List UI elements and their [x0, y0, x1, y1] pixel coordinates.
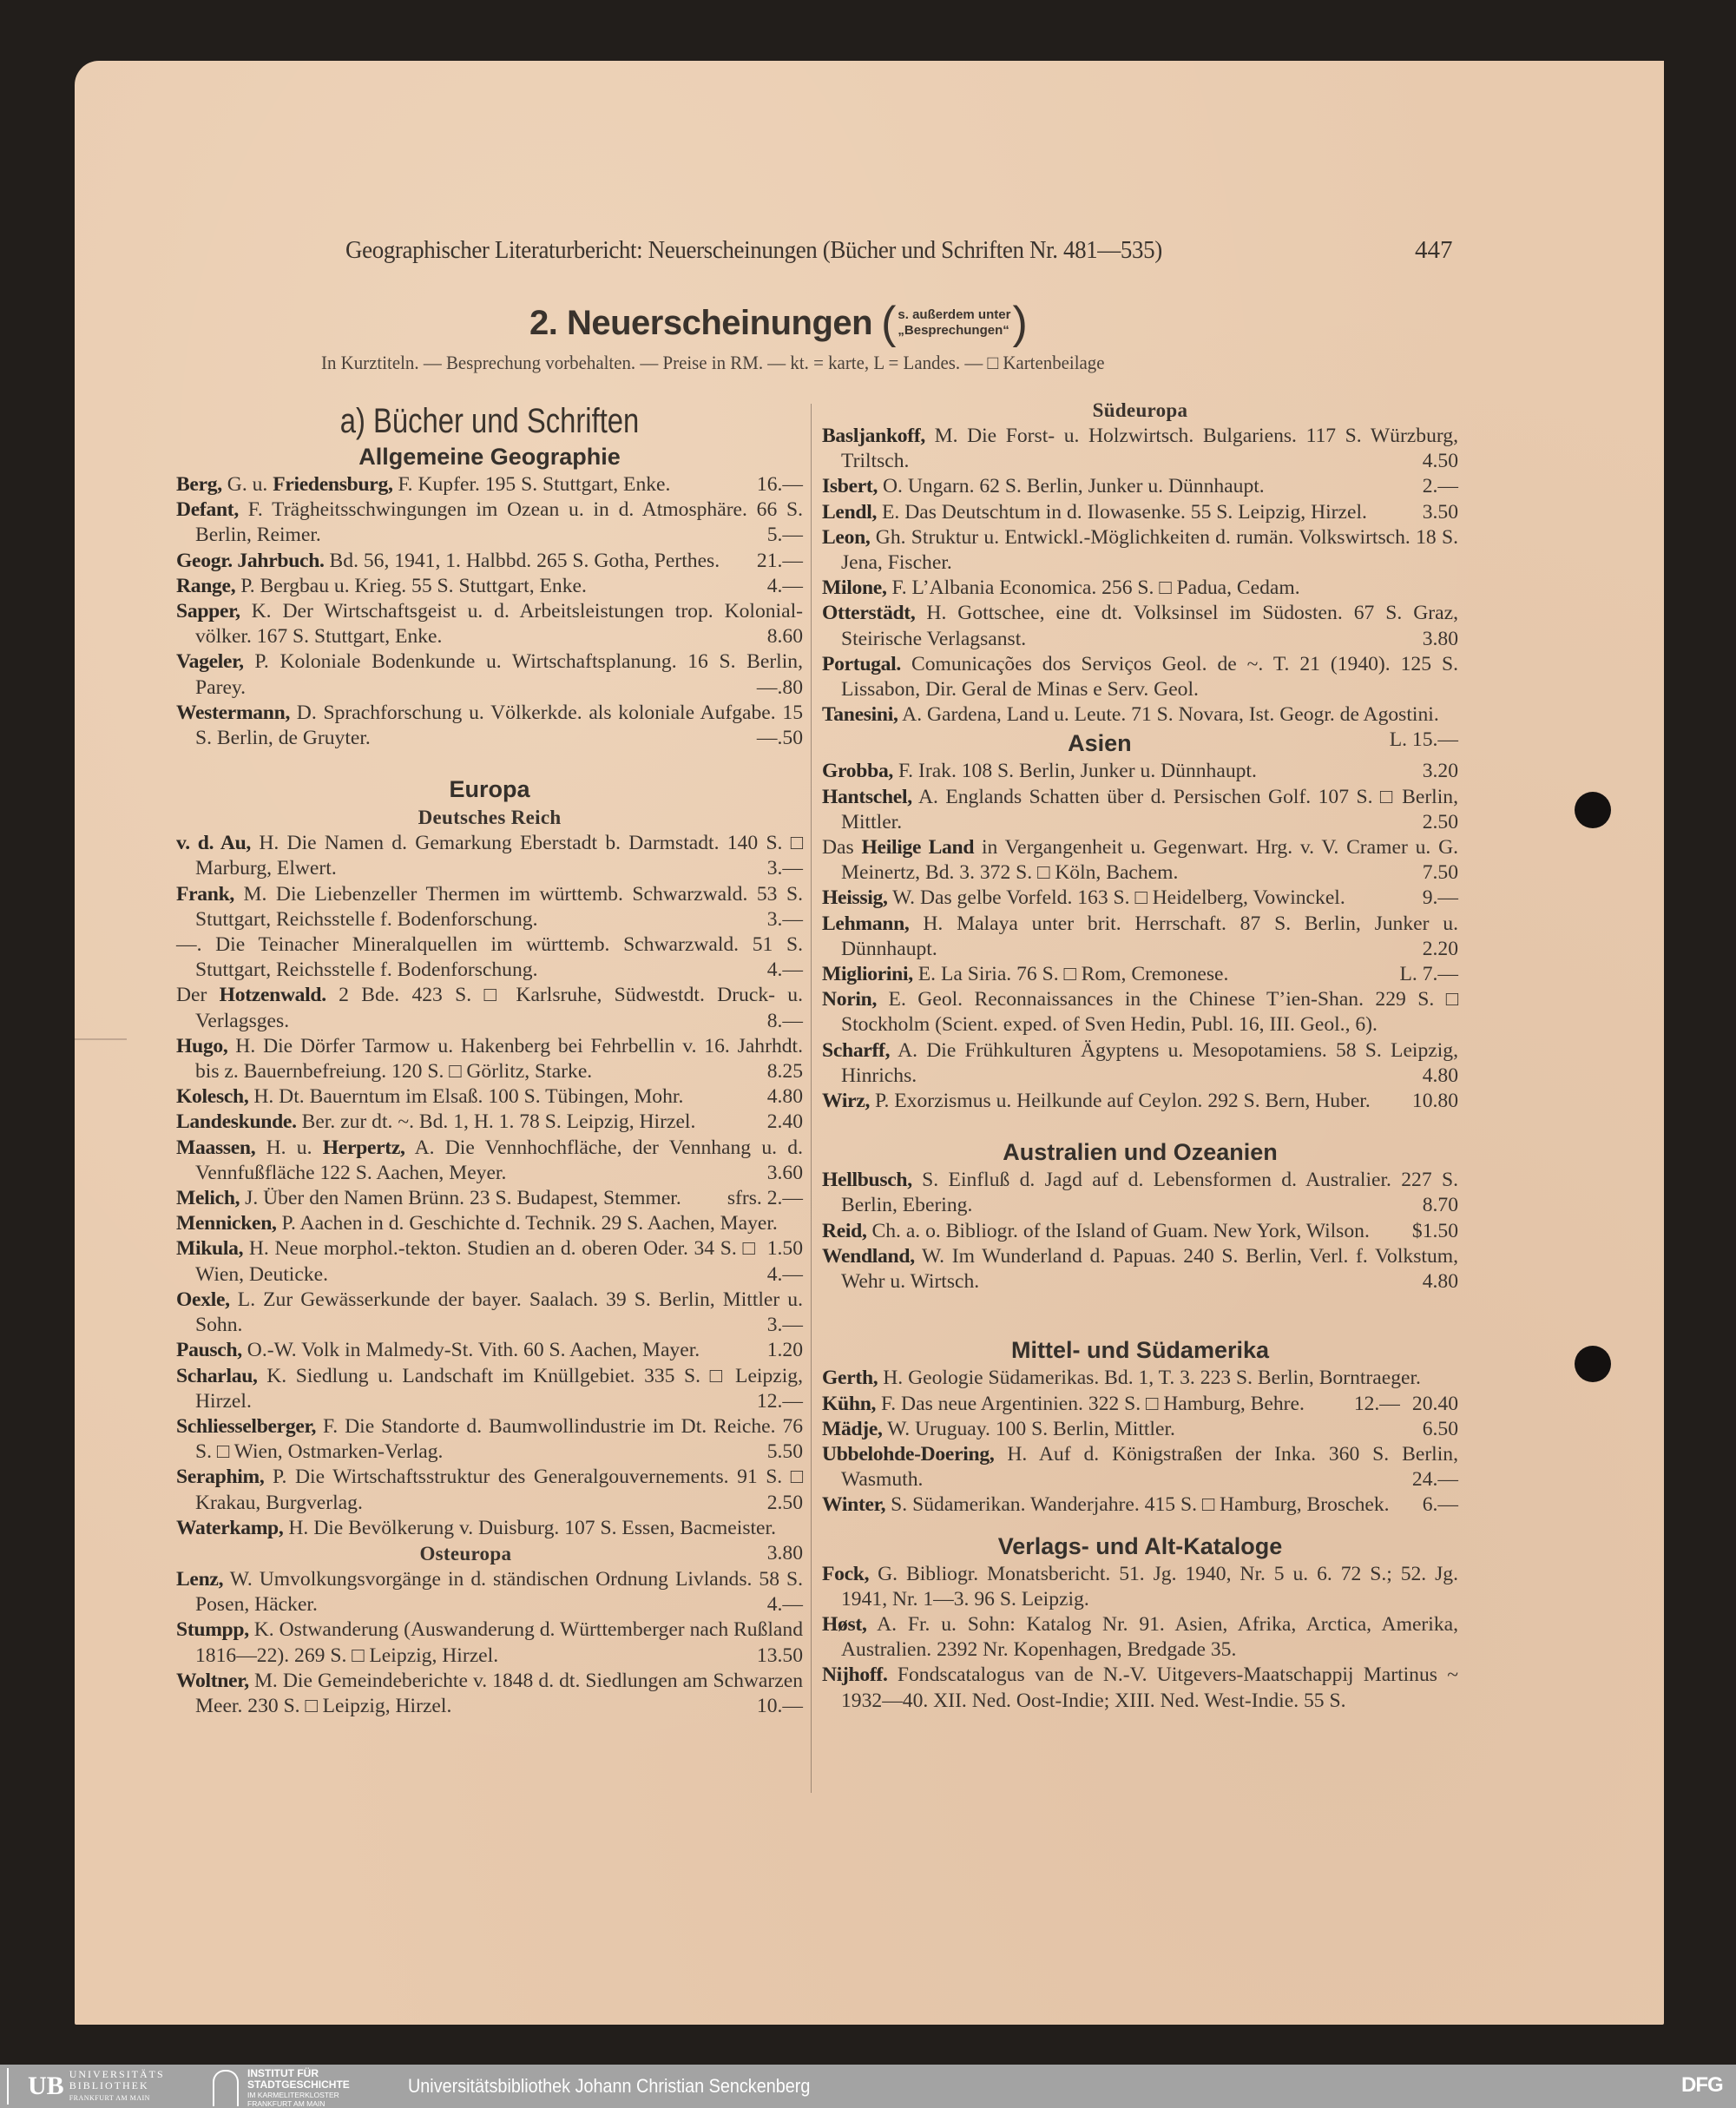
entry-author: Landeskunde. [176, 1110, 297, 1134]
entry-text: in Vergangenheit u. Gegenwart. Hrg. v. V. Cramer u. G. Meinertz, Bd. 3. 372 S. □ Köln, Bachem. [841, 836, 1459, 885]
entry-price: 4.— [766, 1593, 803, 1617]
entry-price: 1.20 [766, 1339, 803, 1362]
bibliography-entry [176, 497, 803, 548]
bibliography-entry [822, 987, 1458, 1038]
bibliography-entry [176, 599, 803, 649]
entry-price: 24.— [1411, 1468, 1458, 1492]
entry-author: Ubbelohde-Doering, [822, 1442, 995, 1466]
entry-text: H. Die Dörfer Tarmow u. Hakenberg bei Fehrbellin v. 16. Jahrhdt. bis z. Bauernbefreiung. 120 S. □ Görlitz, Starke. [195, 1034, 803, 1084]
entry-price: 8.25 [766, 1060, 803, 1084]
entry-price: 3.80 [1422, 627, 1458, 650]
entry-author: Maassen, [176, 1136, 256, 1159]
bibliography-entry [176, 472, 803, 497]
subsection-heading: Osteuropa [419, 1542, 512, 1565]
dfg-logo: DFG [1681, 2073, 1723, 2097]
entry-author: Gerth, [822, 1367, 878, 1390]
entry-price: 3.— [766, 907, 803, 931]
library-name: Universitätsbibliothek Johann Christian Senckenberg [408, 2075, 811, 2097]
entry-author: Heilige Land [861, 836, 975, 860]
section-heading: Verlags- und Alt-Kataloge [997, 1532, 1283, 1559]
bibliography-entry [822, 1168, 1458, 1218]
section-heading: Asien [1068, 730, 1132, 757]
entry-author: Lehmann, [822, 912, 910, 935]
section-subtitle: In Kurztiteln. — Besprechung vorbehalten. — Preise in RM. — kt. = karte, L = Landes. — □ Kartenbeilage [321, 352, 1105, 373]
entry-text: E. Das Deutschtum in d. Ilowasenke. 55 S. Leipzig, Hirzel. [877, 500, 1367, 524]
bibliography-entry [822, 1392, 1458, 1417]
entry-author: Oexle, [176, 1288, 230, 1311]
entry-author: v. d. Au, [176, 832, 252, 855]
bibliography-entry [176, 549, 803, 574]
entry-author: Frank, [176, 882, 235, 906]
entry-price: 4.80 [1422, 1270, 1458, 1294]
entry-author: Herpertz, [322, 1136, 405, 1159]
entry-author: Range, [176, 574, 236, 597]
bibliography-entry [176, 574, 803, 599]
page-fold-crease [75, 1038, 127, 1040]
bibliography-entry [822, 601, 1458, 651]
entry-text: W. Das gelbe Vorfeld. 163 S. □ Heidelberg, Vowinckel. [887, 886, 1345, 910]
entry-author: Grobba, [822, 760, 894, 783]
punch-hole [1575, 792, 1611, 828]
title-note-line: „Besprechungen“ [898, 323, 1009, 338]
entry-author: Norin, [822, 988, 878, 1011]
subsection-heading: Deutsches Reich [418, 807, 562, 829]
bibliography-entry [176, 1136, 803, 1186]
entry-price: 13.50 [756, 1644, 803, 1667]
entry-text: F. Irak. 108 S. Berlin, Junker u. Dünnhaupt. [893, 760, 1257, 783]
entry-price: 8.— [766, 1009, 803, 1032]
entry-text: G. u. [221, 473, 273, 496]
entry-text: S. Südamerikan. Wanderjahre. 415 S. □ Hamburg, Broschek. [885, 1493, 1390, 1517]
entry-price: 4.50 [1422, 450, 1458, 473]
entry-author: Hantschel, [822, 785, 912, 808]
bibliography-entry [176, 1669, 803, 1719]
entry-author: Sapper, [176, 600, 240, 623]
entry-text: P. Die Wirtschaftsstruktur des Generalgouvernements. 91 S. □ Krakau, Burgverlag. [195, 1466, 803, 1514]
entry-price: 3.— [766, 857, 803, 880]
bibliography-entry [822, 962, 1458, 987]
entry-author: Otterstädt, [822, 602, 916, 625]
entry-author: Nijhoff. [822, 1663, 888, 1687]
entry-price: 2.— [1422, 475, 1458, 498]
entry-text: A. Gardena, Land u. Leute. 71 S. Novara, Ist. Geogr. de Agostini. [898, 703, 1439, 727]
bibliography-entry [176, 882, 803, 932]
bibliography-entry [176, 1084, 803, 1110]
bibliography-entry [176, 1034, 803, 1084]
entry-price: 2.50 [766, 1491, 803, 1514]
punch-hole [1575, 1346, 1611, 1382]
subsection-heading: Südeuropa [1092, 399, 1188, 421]
entry-text: F. L’Albania Economica. 256 S. □ Padua, Cedam. [886, 576, 1300, 600]
entry-author: Tanesini, [822, 703, 898, 727]
entry-price: 21.— [756, 549, 803, 572]
bibliography-entry [822, 576, 1458, 601]
running-header: Geographischer Literaturbericht: Neuerscheinungen (Bücher und Schriften Nr. 481—535) [345, 236, 1162, 264]
entry-text: 2 Bde. 423 S. □ Karlsruhe, Südwestdt. Druck- u. Verlagsges. [195, 984, 803, 1032]
entry-author: Winter, [822, 1493, 886, 1517]
entry-text: Gh. Struktur u. Entwickl.-Möglichkeiten d. rumän. Volkswirtsch. 18 S. Jena, Fischer. [841, 525, 1458, 575]
entry-price: L. 7.— [1399, 963, 1458, 986]
entry-text: A. Fr. u. Sohn: Katalog Nr. 91. Asien, Afrika, Arctica, Amerika, Australien. 2392 Nr. Kopenhagen, Bredgade 35. [841, 1612, 1458, 1662]
bibliography-entry [176, 1414, 803, 1465]
entry-text: Ch. a. o. Bibliogr. of the Island of Guam. New York, Wilson. [866, 1219, 1370, 1242]
left-column [176, 401, 803, 1719]
entry-price: 4.— [766, 958, 803, 982]
entry-author: Pausch, [176, 1339, 242, 1362]
entry-price: 6.— [1422, 1493, 1458, 1517]
entry-price: 6.50 [1422, 1417, 1458, 1440]
bibliography-entry [822, 1417, 1458, 1442]
entry-author: Schliesselberger, [176, 1414, 317, 1438]
entry-text: E. Geol. Reconnaissances in the Chinese T’ien-Shan. 229 S. □ Stockholm (Scient. exped. of Sven Hedin, Publ. 16, III. Geol., 6). [841, 988, 1458, 1037]
bibliography-entry [176, 701, 803, 751]
entry-author: Kolesch, [176, 1085, 249, 1109]
title-note-line: s. außerdem unter [898, 307, 1011, 322]
entry-author: Seraphim, [176, 1466, 265, 1489]
entry-text: O.-W. Volk in Malmedy-St. Vith. 60 S. Aachen, Mayer. [241, 1339, 700, 1362]
entry-text: Comunicações dos Serviços Geol. de ~. T. 21 (1940). 125 S. Lissabon, Dir. Geral de Minas e Serv. Geol. [841, 652, 1458, 702]
entry-author: Mikula, [176, 1237, 244, 1261]
bibliography-entry [822, 785, 1458, 835]
entry-text: Der [176, 984, 220, 1007]
section-heading: Mittel- und Südamerika [1010, 1337, 1270, 1364]
bibliography-entry [176, 1186, 803, 1211]
entry-price: 12.— [1353, 1392, 1400, 1415]
entry-author: Milone, [822, 576, 887, 600]
entry-text: O. Ungarn. 62 S. Berlin, Junker u. Dünnhaupt. [878, 475, 1265, 498]
entry-price: 3.80 [766, 1541, 803, 1565]
bibliography-entry [176, 983, 803, 1033]
entry-text: K. Ostwanderung (Auswanderung d. Württemberger nach Rußland 1816—22). 269 S. □ Leipzig, Hirzel. [195, 1618, 803, 1667]
entry-price: 5.— [766, 524, 803, 547]
entry-price: 20.40 [1411, 1392, 1458, 1415]
bibliography-entry [822, 474, 1458, 499]
entry-price: 5.50 [766, 1440, 803, 1464]
isg-logo-line: IM KARMELITERKLOSTER [247, 2091, 339, 2099]
isg-logo-text [247, 2068, 350, 2108]
entry-author: Isbert, [822, 475, 878, 498]
entry-text: —. Die Teinacher Mineralquellen im württemb. Schwarzwald. 51 S. Stuttgart, Reichsstelle f. Bodenforschung. [176, 933, 803, 982]
entry-author: Reid, [822, 1219, 867, 1242]
entry-price: 7.50 [1422, 861, 1458, 885]
entry-text: L. Zur Gewässerkunde der bayer. Saalach. 39 S. Berlin, Mittler u. Sohn. [195, 1288, 803, 1337]
isg-logo-line: STADTGESCHICHTE [247, 2078, 350, 2091]
entry-price: L. 15.— [1389, 728, 1458, 752]
entry-author: Scharff, [822, 1038, 891, 1062]
bibliography-entry [176, 932, 803, 983]
isg-logo-line: FRANKFURT AM MAIN [247, 2099, 326, 2108]
entry-text: M. Die Gemeindeberichte v. 1848 d. dt. Siedlungen am Schwarzen Meer. 230 S. □ Leipzig, Hirzel. [195, 1669, 803, 1717]
entry-text: S. Einfluß d. Jagd auf d. Lebensformen d. Australier. 227 S. Berlin, Ebering. [841, 1169, 1458, 1217]
entry-price: 10.80 [1411, 1090, 1458, 1113]
entry-author: Wirz, [822, 1090, 871, 1113]
entry-author: Berg, [176, 473, 222, 496]
entry-author: Waterkamp, [176, 1516, 284, 1539]
bibliography-entry [822, 1244, 1458, 1294]
bibliography-entry [822, 759, 1458, 784]
entry-price: 2.40 [766, 1110, 803, 1134]
bibliography-entry [176, 1364, 803, 1414]
entry-price: 3.— [766, 1314, 803, 1337]
entry-author: Portugal. [822, 652, 902, 675]
ub-logo-line: UNIVERSITÄTS [69, 2068, 165, 2080]
entry-text: D. Sprachforschung u. Völkerkde. als koloniale Aufgabe. 15 S. Berlin, de Gruyter. [195, 701, 803, 750]
entry-author: Fock, [822, 1562, 870, 1585]
entry-author: Friedensburg, [273, 473, 393, 496]
bibliography-entry [822, 1038, 1458, 1089]
page-number: 447 [1415, 236, 1453, 264]
ub-logo-text [69, 2069, 165, 2104]
entry-price: —.50 [756, 727, 803, 750]
entry-price: 1.50 [766, 1237, 803, 1261]
entry-text: H. Dt. Bauerntum im Elsaß. 100 S. Tübingen, Mohr. [248, 1085, 684, 1109]
entry-author: Hugo, [176, 1034, 228, 1057]
entry-author: Mennicken, [176, 1212, 277, 1235]
isg-logo [213, 2068, 386, 2108]
section-heading: Australien und Ozeanien [1003, 1139, 1278, 1166]
entry-text: H. Auf d. Königstraßen der Inka. 360 S. Berlin, Wasmuth. [841, 1442, 1458, 1492]
entry-text: Ber. zur dt. ~. Bd. 1, H. 1. 78 S. Leipzig, Hirzel. [296, 1110, 696, 1134]
isg-arch-icon [213, 2070, 239, 2106]
entry-author: Leon, [822, 525, 871, 549]
entry-price: 8.60 [766, 625, 803, 649]
entry-price: $1.50 [1411, 1219, 1458, 1242]
entry-text: H. Geologie Südamerikas. Bd. 1, T. 3. 223 S. Berlin, Borntraeger. [878, 1367, 1421, 1390]
section-heading: Europa [449, 776, 530, 803]
bibliography-entry [176, 1236, 803, 1287]
bibliography-entry [176, 1338, 803, 1363]
bibliography-entry [176, 1617, 803, 1668]
entry-text: H. Die Bevölkerung v. Duisburg. 107 S. Essen, Bacmeister. [283, 1516, 776, 1539]
bibliography-entry [822, 1612, 1458, 1663]
bibliography-entry [176, 1465, 803, 1515]
entry-text: F. Die Standorte d. Baumwollindustrie im Dt. Reiche. 76 S. □ Wien, Ostmarken-Verlag. [195, 1414, 803, 1464]
title-note [898, 307, 1010, 339]
entry-text: F. Das neue Argentinien. 322 S. □ Hamburg, Behre. [876, 1392, 1305, 1415]
entry-text: H. u. [255, 1136, 323, 1159]
entry-price: —.80 [756, 675, 803, 699]
entry-price: 3.20 [1422, 760, 1458, 783]
bibliography-entry [822, 1442, 1458, 1492]
entry-text: Fondscatalogus van de N.-V. Uitgevers-Maatschappij Martinus ~ 1932—40. XII. Ned. Oost-Indie; XIII. Ned. West-Indie. 55 S. [841, 1663, 1458, 1712]
entry-price: 2.50 [1422, 810, 1458, 833]
entry-text: Bd. 56, 1941, 1. Halbbd. 265 S. Gotha, Perthes. [324, 549, 720, 572]
entry-author: Scharlau, [176, 1364, 258, 1387]
isg-logo-line: INSTITUT FÜR [247, 2067, 319, 2079]
entry-text: H. Neue morphol.-tekton. Studien an d. oberen Oder. 34 S. □ Wien, Deuticke. [195, 1237, 755, 1286]
entry-author: Mädje, [822, 1417, 883, 1440]
section-title [529, 300, 1029, 346]
section-heading: a) Bücher und Schriften [339, 402, 640, 440]
entry-text: P. Exorzismus u. Heilkunde auf Ceylon. 292 S. Bern, Huber. [870, 1090, 1371, 1113]
entry-price: 3.60 [766, 1161, 803, 1184]
entry-price: 16.— [756, 473, 803, 496]
entry-price: 10.— [756, 1694, 803, 1717]
bibliography-entry [176, 1288, 803, 1338]
entry-price: 4.— [766, 1262, 803, 1286]
entry-author: Defant, [176, 498, 239, 522]
bibliography-entry [176, 831, 803, 881]
entry-text: H. Gottschee, eine dt. Volksinsel im Südosten. 67 S. Graz, Steirische Verlagsanst. [841, 602, 1458, 650]
section-title-text: 2. Neuerscheinungen [529, 303, 873, 342]
entry-author: Melich, [176, 1187, 240, 1210]
entry-text: P. Koloniale Bodenkunde u. Wirtschaftsplanung. 16 S. Berlin, Parey. [195, 650, 803, 699]
ub-logo-line: BIBLIOTHEK [69, 2079, 149, 2092]
bibliography-entry [822, 835, 1458, 886]
right-column [822, 398, 1458, 1714]
entry-price: 12.— [756, 1389, 803, 1413]
entry-price: 4.80 [766, 1085, 803, 1109]
entry-price: 2.20 [1422, 937, 1458, 960]
entry-author: Høst, [822, 1612, 867, 1636]
entry-text: J. Über den Namen Brünn. 23 S. Budapest, Stemmer. [240, 1187, 681, 1210]
ub-logo [7, 2068, 202, 2105]
entry-text: G. Bibliogr. Monatsbericht. 51. Jg. 1940, Nr. 5 u. 6. 72 S.; 52. Jg. 1941, Nr. 1—3. 96 S. Leipzig. [841, 1562, 1458, 1611]
entry-author: Lenz, [176, 1567, 224, 1591]
bibliography-entry [822, 652, 1458, 702]
entry-text: M. Die Liebenzeller Thermen im württemb. Schwarzwald. 53 S. Stuttgart, Reichsstelle f. Bodenforschung. [195, 882, 803, 931]
entry-price: 3.50 [1422, 500, 1458, 524]
footer-bar [0, 2065, 1736, 2108]
bibliography-entry [176, 1110, 803, 1135]
entry-text: M. Die Forst- u. Holzwirtsch. Bulgariens. 117 S. Würzburg, Triltsch. [841, 425, 1458, 473]
ub-logo-mark: UB [7, 2068, 64, 2105]
entry-price: 4.80 [1422, 1064, 1458, 1087]
entry-author: Basljankoff, [822, 425, 925, 447]
entry-author: Migliorini, [822, 963, 913, 986]
bibliography-entry [176, 1567, 803, 1617]
ub-logo-line: FRANKFURT AM MAIN [69, 2094, 150, 2102]
entry-text: K. Der Wirtschaftsgeist u. d. Arbeitsleistungen trop. Kolonialvölker. 167 S. Stuttgart, Enke. [195, 600, 803, 649]
entry-author: Woltner, [176, 1669, 249, 1692]
entry-author: Kühn, [822, 1392, 877, 1415]
entry-text: H. Malaya unter brit. Herrschaft. 87 S. Berlin, Junker u. Dünnhaupt. [841, 912, 1458, 960]
entry-author: Lendl, [822, 500, 878, 524]
entry-text: W. Umvolkungsvorgänge in d. ständischen Ordnung Livlands. 58 S. Posen, Häcker. [195, 1567, 803, 1617]
bibliography-entry [176, 649, 803, 700]
entry-author: Hotzenwald. [219, 984, 326, 1007]
section-heading: Allgemeine Geographie [358, 444, 621, 470]
entry-author: Hellbusch, [822, 1169, 912, 1192]
entry-author: Stumpp, [176, 1618, 249, 1642]
entry-author: Wendland, [822, 1244, 915, 1268]
entry-text: F. Trägheitsschwingungen im Ozean u. in d. Atmosphäre. 66 S. Berlin, Reimer. [195, 498, 803, 547]
entry-text: A. Die Vennhochfläche, der Vennhang u. d. Vennfußfläche 122 S. Aachen, Meyer. [195, 1136, 803, 1184]
entry-text: H. Die Namen d. Gemarkung Eberstadt b. Darmstadt. 140 S. □ Marburg, Elwert. [195, 832, 803, 880]
close-paren: ) [1012, 298, 1028, 348]
entry-text: A. Englands Schatten über d. Persischen Golf. 107 S. □ Berlin, Mittler. [841, 785, 1458, 833]
entry-author: Heissig, [822, 886, 888, 910]
entry-price: 9.— [1422, 886, 1458, 910]
open-paren: ( [881, 298, 897, 348]
entry-text: E. La Siria. 76 S. □ Rom, Cremonese. [912, 963, 1229, 986]
entry-text: P. Bergbau u. Krieg. 55 S. Stuttgart, Enke. [235, 574, 587, 597]
bibliography-entry [822, 1089, 1458, 1114]
bibliography-entry [822, 1562, 1458, 1612]
entry-price: sfrs. 2.— [727, 1187, 803, 1210]
entry-text: P. Aachen in d. Geschichte d. Technik. 29 S. Aachen, Mayer. [276, 1212, 778, 1235]
entry-author: Westermann, [176, 701, 291, 724]
entry-text: F. Kupfer. 195 S. Stuttgart, Enke. [392, 473, 671, 496]
entry-text: W. Uruguay. 100 S. Berlin, Mittler. [882, 1417, 1175, 1440]
bibliography-entry [822, 424, 1458, 474]
entry-price: 8.70 [1422, 1194, 1458, 1217]
entry-text: A. Die Frühkulturen Ägyptens u. Mesopotamiens. 58 S. Leipzig, Hinrichs. [841, 1038, 1458, 1087]
bibliography-entry [822, 525, 1458, 576]
entry-text: K. Siedlung u. Landschaft im Knüllgebiet. 335 S. □ Leipzig, Hirzel. [195, 1364, 803, 1413]
entry-text: W. Im Wunderland d. Papuas. 240 S. Berlin, Verl. f. Volkstum, Wehr u. Wirtsch. [841, 1244, 1458, 1294]
bibliography-entry [822, 1219, 1458, 1244]
entry-author: Geogr. Jahrbuch. [176, 549, 325, 572]
column-divider [811, 404, 812, 1793]
entry-text: Das [822, 836, 862, 860]
entry-author: Vageler, [176, 650, 244, 674]
bibliography-entry [822, 1492, 1458, 1518]
bibliography-entry [822, 500, 1458, 525]
bibliography-entry [822, 1663, 1458, 1713]
bibliography-entry [822, 912, 1458, 962]
bibliography-entry [822, 886, 1458, 911]
entry-price: 4.— [766, 574, 803, 597]
